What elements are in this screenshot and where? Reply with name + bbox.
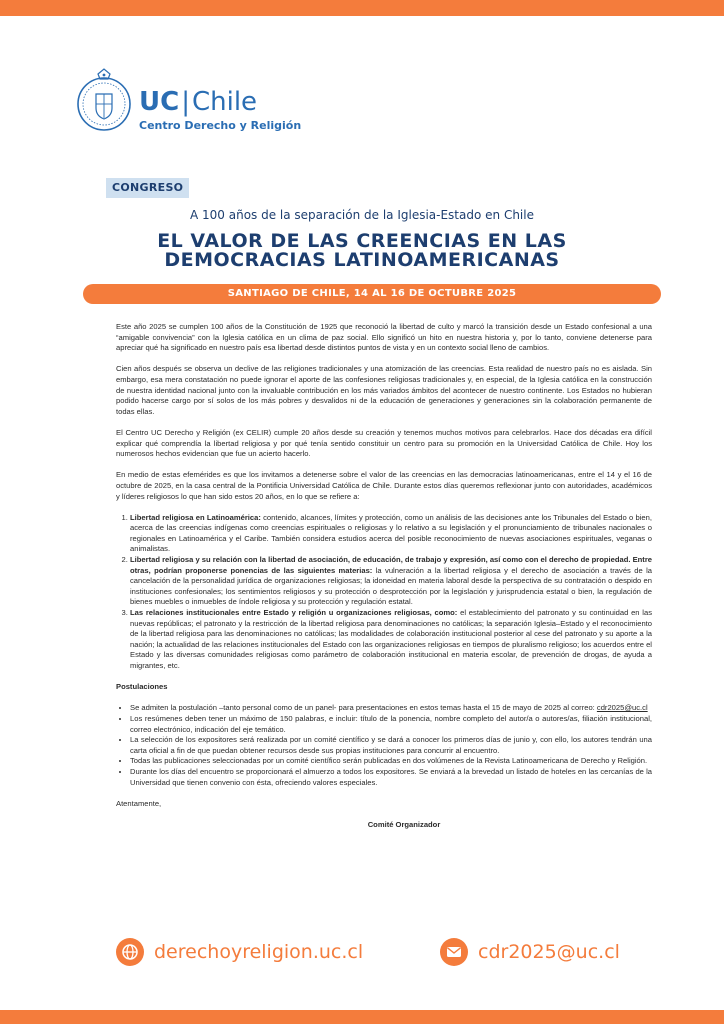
list-item — [130, 767, 652, 788]
topic-text: contenido, alcances, límites y protección, como un análisis de las decisiones ante los Tribunales del Estado o bien, acerca de las creencias indígenas como creencias espirituales o religiosas y lo relativo a su legislación y el pronunciamiento de tribunales nacionales o regionales en Latinoamérica y el Caribe. También considera estudios acerca del posible reconocimiento de nuevas asociaciones espirituales, veganas o animalistas. — [130, 512, 652, 554]
paragraph: Este año 2025 se cumplen 100 años de la Constitución de 1925 que reconoció la libertad de culto y marcó la transición desde un Estado confesional a una “amigable convivencia” con la Iglesia católica en un clima de paz social. Ello significó un hito en nuestra historia y, por lo tanto, conviene detenerse para apreciar qué ha significado en nuestro país esa libertad desde distintos puntos de vista y en un contexto social lleno de cambios. — [116, 322, 652, 353]
top-accent-bar — [0, 0, 724, 16]
logo-separator: | — [181, 87, 190, 117]
date-banner: SANTIAGO DE CHILE, 14 AL 16 DE OCTUBRE 2025 — [83, 284, 661, 304]
document-body — [116, 322, 652, 831]
logo-center-name: Centro Derecho y Religión — [139, 119, 302, 132]
mail-icon — [440, 938, 468, 966]
item-text: La selección de los expositores será realizada por un comité científico y se dará a conocer los primeros días de junio y, con ello, los autores tendrán una carta oficial a fin de que puedan obtener recursos desde sus propias instituciones para concurrir al encuentro. — [130, 735, 652, 755]
item-text: Todas las publicaciones seleccionadas por un comité científico serán publicadas en dos volúmenes de la Revista Latinoamericana de Derecho y Religión. — [130, 756, 648, 766]
logo-country: Chile — [191, 87, 258, 117]
topic-heading: Libertad religiosa en Latinoamérica: — [130, 512, 261, 522]
topic-text: la vulneración a la libertad religiosa y el derecho de asociación a través de la cancelación de la personalidad jurídica de organizaciones religiosas; la idoneidad en materia laboral desde la perspectiva de su contratación o despido en instituciones confesionales; los sentimientos religiosos y su protección o desprotección por la legislación y jurisprudencia estatal o bien, la regulación de bienes muebles o inmuebles de índole religiosa y su protección y regulación estatal. — [130, 565, 652, 607]
email-text[interactable]: cdr2025@uc.cl — [478, 941, 620, 963]
closing-text: Atentamente, — [116, 798, 162, 808]
list-item — [130, 714, 652, 735]
paragraph: El Centro UC Derecho y Religión (ex CELIR) cumple 20 años desde su creación y tenemos muchos motivos para celebrarlos. Hace dos décadas era difícil explicar qué comprendía la libertad religiosa y por qué tenía sentido constituir un centro para su promoción en la Universidad Católica de Chile. Hoy los numerosos hechos evidencian que fue un acierto hacerlo. — [116, 427, 652, 459]
email-contact[interactable] — [440, 937, 620, 967]
item-text: Se admiten la postulación –tanto personal como de un panel- para presentaciones en estos temas hasta el 15 de mayo de 2025 al correo: — [130, 703, 597, 713]
section-heading: Postulaciones — [116, 682, 168, 692]
requirements-list — [116, 703, 652, 788]
list-item — [130, 555, 652, 608]
item-text: Los resúmenes deben tener un máximo de 150 palabras, e incluir: título de la ponencia, nombre completo del autor/a o autores/as, filiación institucional, correo electrónico, indicación del eje temático. — [130, 713, 652, 734]
globe-icon — [116, 938, 144, 966]
topic-heading: Las relaciones institucionales entre Estado y religión u organizaciones religiosas, como: — [130, 608, 458, 618]
website-text[interactable]: derechoyreligion.uc.cl — [154, 941, 364, 963]
signature: Comité Organizador — [367, 819, 441, 829]
topic-heading: Libertad religiosa y su relación con la libertad de asociación, de educación, de trabajo y expresión, así como con el derecho de propiedad. Entre otras, podrían proponerse ponencias de las siguientes materias: — [130, 555, 652, 575]
email-link[interactable]: cdr2025@uc.cl — [596, 703, 648, 713]
list-item — [130, 756, 652, 767]
logo-wordmark — [139, 88, 257, 116]
event-type-badge: CONGRESO — [106, 178, 189, 198]
bottom-accent-bar — [0, 1010, 724, 1024]
topics-list — [116, 513, 652, 672]
list-item — [130, 703, 652, 714]
logo-brand: UC — [139, 87, 180, 117]
list-item — [130, 513, 652, 555]
item-text: Durante los días del encuentro se proporcionará el almuerzo a todos los expositores. Se enviará a la brevedad un listado de hoteles en las cercanías de la Universidad que tienen convenio con ésta, ofreciendo valores especiales. — [130, 766, 652, 787]
topic-text: el establecimiento del patronato y su continuidad en las nuevas repúblicas; el patronato y la restricción de la libertad religiosa para denominaciones no católicas; la separación Iglesia–Estado y el reconocimiento de la libertad religiosa para las denominaciones no católicas; las modalidades de colaboración institucional posterior al cese del patronato y su aporte a la nación; la actualidad de las relaciones institucionales del Estado con las organizaciones religiosas en tiempos de pluralismo religioso; los acuerdos entre el Estado y las diversas comunidades religiosas como parámetro de colaboración institucional en materia escolar, de prevención de drogas, de ayuda a migrantes, etc. — [130, 608, 652, 670]
university-seal-icon — [76, 66, 132, 140]
list-item — [130, 608, 652, 672]
page-subtitle: A 100 años de la separación de la Iglesia-Estado en Chile — [190, 208, 534, 222]
paragraph: En medio de estas efemérides es que los invitamos a detenerse sobre el valor de las creencias en las democracias latinoamericanas, entre el 14 y el 16 de octubre de 2025, en la casa central de la Pontificia Universidad Católica de Chile. Durante estos días queremos reflexionar junto con autoridades, académicos y líderes religiosos lo que han sido estos 20 años, en lo que se refiere a: — [116, 470, 652, 501]
list-item — [130, 735, 652, 756]
paragraph: Cien años después se observa un declive de las religiones tradicionales y una atomización de las creencias. Esta realidad de nuestro país no es aislada. Sin embargo, esa mera constatación no puede ignorar el aporte de las confesiones religiosas tradicionales y, en especial, de la Iglesia católica en la construcción de nuestra identidad nacional junto con la invaluable contribución en los más variados ámbitos del acontecer de nuestro continente. Los Estados no hubieran podido hacerse cargo por sí solos de los más pobres y desvalidos ni de la educación de generaciones y generaciones sin la colaboración permanente de todas ellas. — [116, 364, 652, 416]
website-link[interactable] — [116, 937, 363, 967]
page-title: EL VALOR DE LAS CREENCIAS EN LAS DEMOCRACIAS LATINOAMERICANAS — [157, 230, 567, 271]
